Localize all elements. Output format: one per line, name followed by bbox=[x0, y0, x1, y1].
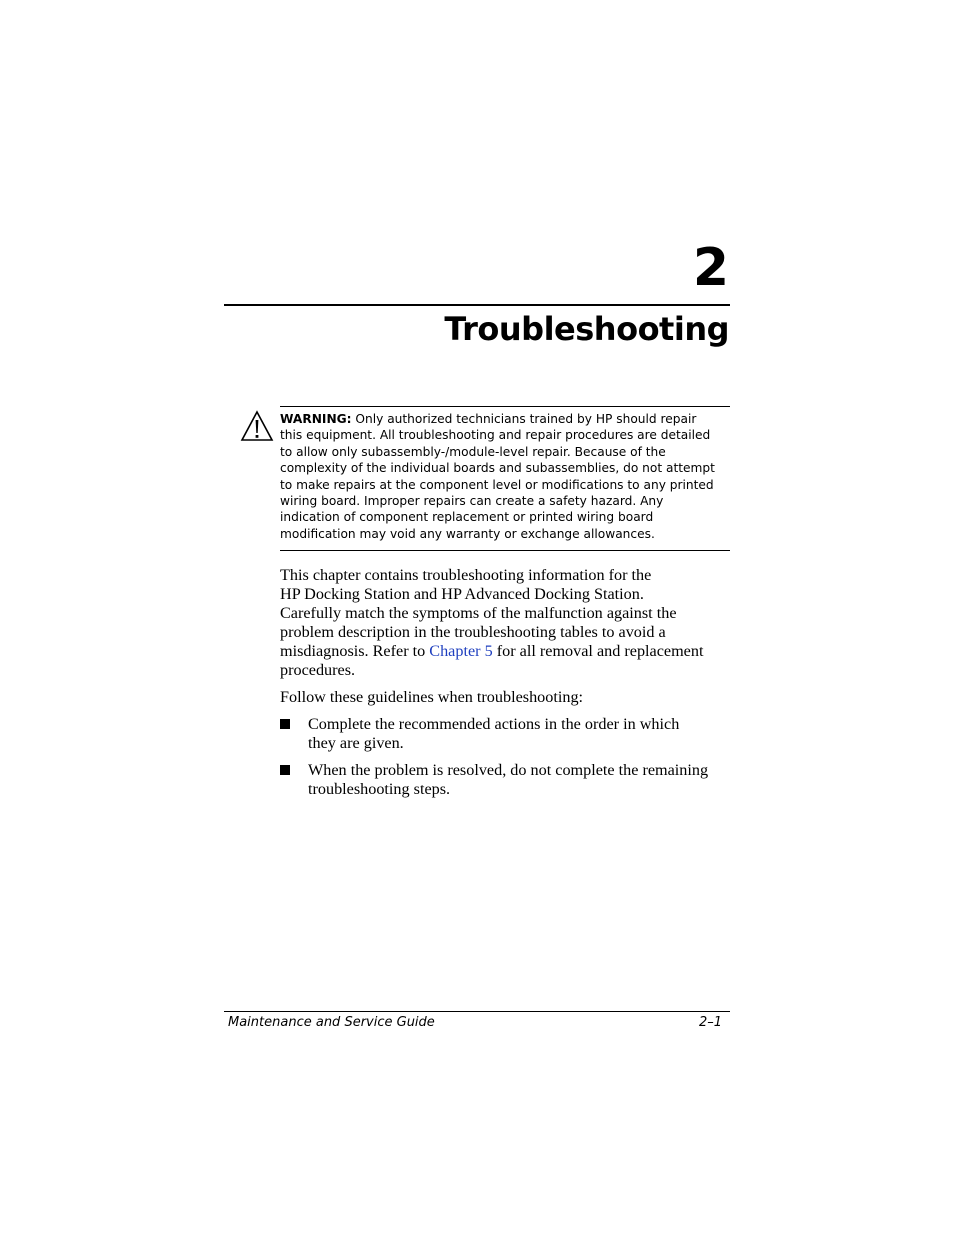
warning-line: complexity of the individual boards and subassemblies, do not attempt bbox=[280, 461, 715, 476]
intro-line: Carefully match the symptoms of the malfunction against the bbox=[280, 604, 677, 622]
warning-label: WARNING: bbox=[280, 412, 352, 426]
intro-text: misdiagnosis. Refer to bbox=[280, 642, 430, 660]
square-bullet-icon bbox=[280, 719, 290, 729]
intro-text: for all removal and replacement bbox=[492, 642, 704, 660]
footer-rule bbox=[224, 1011, 730, 1012]
chapter-title: Troubleshooting bbox=[444, 310, 729, 348]
warning-line: to make repairs at the component level or modifications to any printed bbox=[280, 477, 714, 492]
warning-line: wiring board. Improper repairs can create a safety hazard. Any bbox=[280, 494, 664, 509]
chapter-5-link[interactable]: Chapter 5 bbox=[429, 642, 493, 660]
intro-line: problem description in the troubleshooting tables to avoid a bbox=[280, 623, 666, 641]
guideline-item bbox=[280, 761, 730, 799]
intro-line: HP Docking Station and HP Advanced Docking Station. bbox=[280, 585, 644, 603]
footer-guide-title: Maintenance and Service Guide bbox=[228, 1015, 435, 1030]
guideline-line: troubleshooting steps. bbox=[308, 780, 451, 798]
warning-text: Only authorized technicians trained by HP should repair bbox=[351, 412, 697, 426]
guideline-item bbox=[280, 715, 730, 753]
guideline-line: Complete the recommended actions in the order in which bbox=[308, 715, 680, 733]
guideline-line: they are given. bbox=[308, 734, 404, 752]
guidelines-lead: Follow these guidelines when troubleshooting: bbox=[280, 688, 584, 706]
square-bullet-icon bbox=[280, 765, 290, 775]
warning-notice bbox=[280, 411, 715, 542]
guideline-line: When the problem is resolved, do not complete the remaining bbox=[308, 761, 709, 779]
intro-line bbox=[280, 642, 730, 661]
warning-line: modification may void any warranty or exchange allowances. bbox=[280, 526, 655, 541]
intro-line: This chapter contains troubleshooting information for the bbox=[280, 566, 652, 584]
warning-rule-top bbox=[280, 406, 730, 407]
warning-triangle-icon bbox=[240, 410, 274, 442]
intro-line: procedures. bbox=[280, 661, 356, 679]
warning-line: this equipment. All troubleshooting and repair procedures are detailed bbox=[280, 428, 711, 443]
chapter-number: 2 bbox=[692, 238, 729, 298]
warning-line: indication of component replacement or printed wiring board bbox=[280, 510, 654, 525]
warning-line bbox=[280, 411, 712, 427]
warning-rule-bottom bbox=[280, 550, 730, 551]
body-text bbox=[280, 566, 730, 799]
footer-page-number: 2–1 bbox=[698, 1015, 722, 1030]
warning-line: to allow only subassembly-/module-level repair. Because of the bbox=[280, 444, 666, 459]
intro-paragraph bbox=[280, 566, 730, 680]
